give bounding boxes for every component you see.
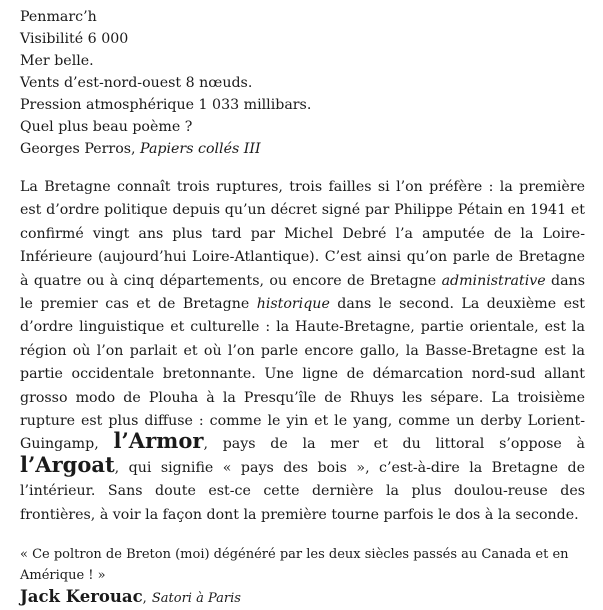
kerouac-work-title: Satori à Paris [151, 591, 241, 607]
epigraph-top [20, 6, 585, 160]
paragraph-text: dans le premier cas et de Bretagne [20, 272, 585, 313]
kerouac-author: Jack Kerouac [20, 587, 143, 607]
term-armor: l’Armor [113, 428, 204, 454]
epigraph-line: Vents d’est-nord-ouest 8 nœuds. [20, 75, 253, 91]
epigraph-line: Mer belle. [20, 53, 94, 69]
kerouac-attribution [20, 586, 585, 610]
epigraph-line: Penmarc’h [20, 9, 97, 25]
epigraph-bottom [20, 544, 585, 610]
paragraph-text: La Bretagne connaît trois ruptures, trois failles si l’on préfère : la première est d’ordre politique depuis qu’un décret signé par Philippe Pétain en 1941 et confirmé vingt ans plus tard par Michel Debré l’a amputée de la Loire-Inférieure (aujourd’hui Loire-Atlantique). C’est ainsi qu’on parle de Bretagne à quatre ou à cinq départements, ou encore de Bretagne [20, 179, 585, 289]
epigraph-line: Visibilité 6 000 [20, 31, 129, 47]
term-argoat: l’Argoat [20, 451, 115, 477]
epigraph-line: Pression atmosphérique 1 033 millibars. [20, 97, 312, 113]
emphasis-historique: historique [256, 296, 330, 313]
epigraph-attribution [20, 138, 585, 160]
epigraph-line: Quel plus beau poème ? [20, 119, 193, 135]
epigraph-work-title: Papiers collés III [140, 141, 261, 157]
paragraph-text: dans le second. La deuxième est d’ordre linguistique et culturelle : la Haute-Bretagne, partie orientale, est la région où l’on parlait et où l’on parle encore gallo, la Basse-Bretagne est la partie occidentale bretonnante. Une ligne de démarcation nord-sud allant grosso modo de Plouha à la Presqu’île de Rhuys les sépare. La troisième rupture est plus diffuse : comme le yin et le yang, comme un derby Lorient-Guingamp, [20, 296, 585, 453]
kerouac-quote: « Ce poltron de Breton (moi) dégénéré par les deux siècles passés au Canada et en Amérique ! » [20, 547, 569, 584]
emphasis-administrative: administrative [441, 272, 546, 289]
body-paragraph [20, 176, 585, 527]
paragraph-text: , qui signifie « pays des bois », c’est-à-dire la Bretagne de l’intérieur. Sans doute est-ce cette dernière la plus doulou-reuse des frontières, à voir la façon dont la première tourne parfois le dos à la seconde. [20, 459, 585, 523]
attribution-separator: , [142, 591, 147, 607]
paragraph-text: , pays de la mer et du littoral s’oppose à [203, 436, 586, 453]
epigraph-author: Georges Perros, [20, 141, 136, 157]
